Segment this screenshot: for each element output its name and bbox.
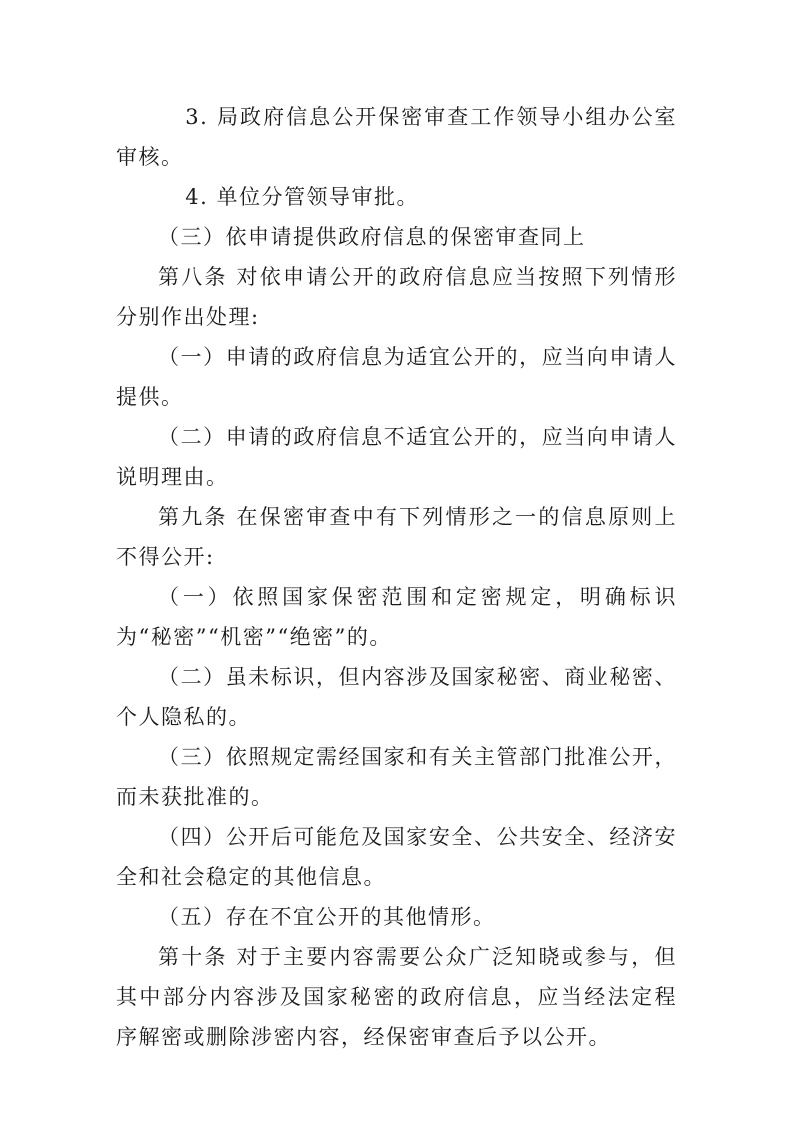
paragraph-article-9-item-5: （五）存在不宜公开的其他情形。 xyxy=(158,905,496,929)
paragraph-section-3: （三）依申请提供政府信息的保密审查同上 xyxy=(158,225,586,249)
paragraph-article-9-item-3: （三）依照规定需经国家和有关主管部门批准公开，而未获批准的。 xyxy=(116,745,677,809)
paragraph-article-9-item-2: （二）虽未标识，但内容涉及国家秘密、商业秘密、个人隐私的。 xyxy=(116,665,677,729)
paragraph-article-9: 第九条 在保密审查中有下列情形之一的信息原则上不得公开: xyxy=(116,505,677,569)
document-body xyxy=(116,97,677,1057)
paragraph-article-8-item-2: （二）申请的政府信息不适宜公开的，应当向申请人说明理由。 xyxy=(116,425,677,489)
paragraph-article-8-item-1: （一）申请的政府信息为适宜公开的，应当向申请人提供。 xyxy=(116,345,677,409)
paragraph-step-3: 3. 局政府信息公开保密审查工作领导小组办公室审核。 xyxy=(116,105,677,169)
paragraph-article-10: 第十条 对于主要内容需要公众广泛知晓或参与，但其中部分内容涉及国家秘密的政府信息，应当经法定程序解密或删除涉密内容，经保密审查后予以公开。 xyxy=(116,945,677,1049)
paragraph-step-4: 4. 单位分管领导审批。 xyxy=(185,185,420,209)
paragraph-article-9-item-4: （四）公开后可能危及国家安全、公共安全、经济安全和社会稳定的其他信息。 xyxy=(116,825,677,889)
paragraph-article-8: 第八条 对依申请公开的政府信息应当按照下列情形分别作出处理: xyxy=(116,265,677,329)
paragraph-article-9-item-1: （一）依照国家保密范围和定密规定，明确标识为“秘密”“机密”“绝密”的。 xyxy=(116,585,677,649)
